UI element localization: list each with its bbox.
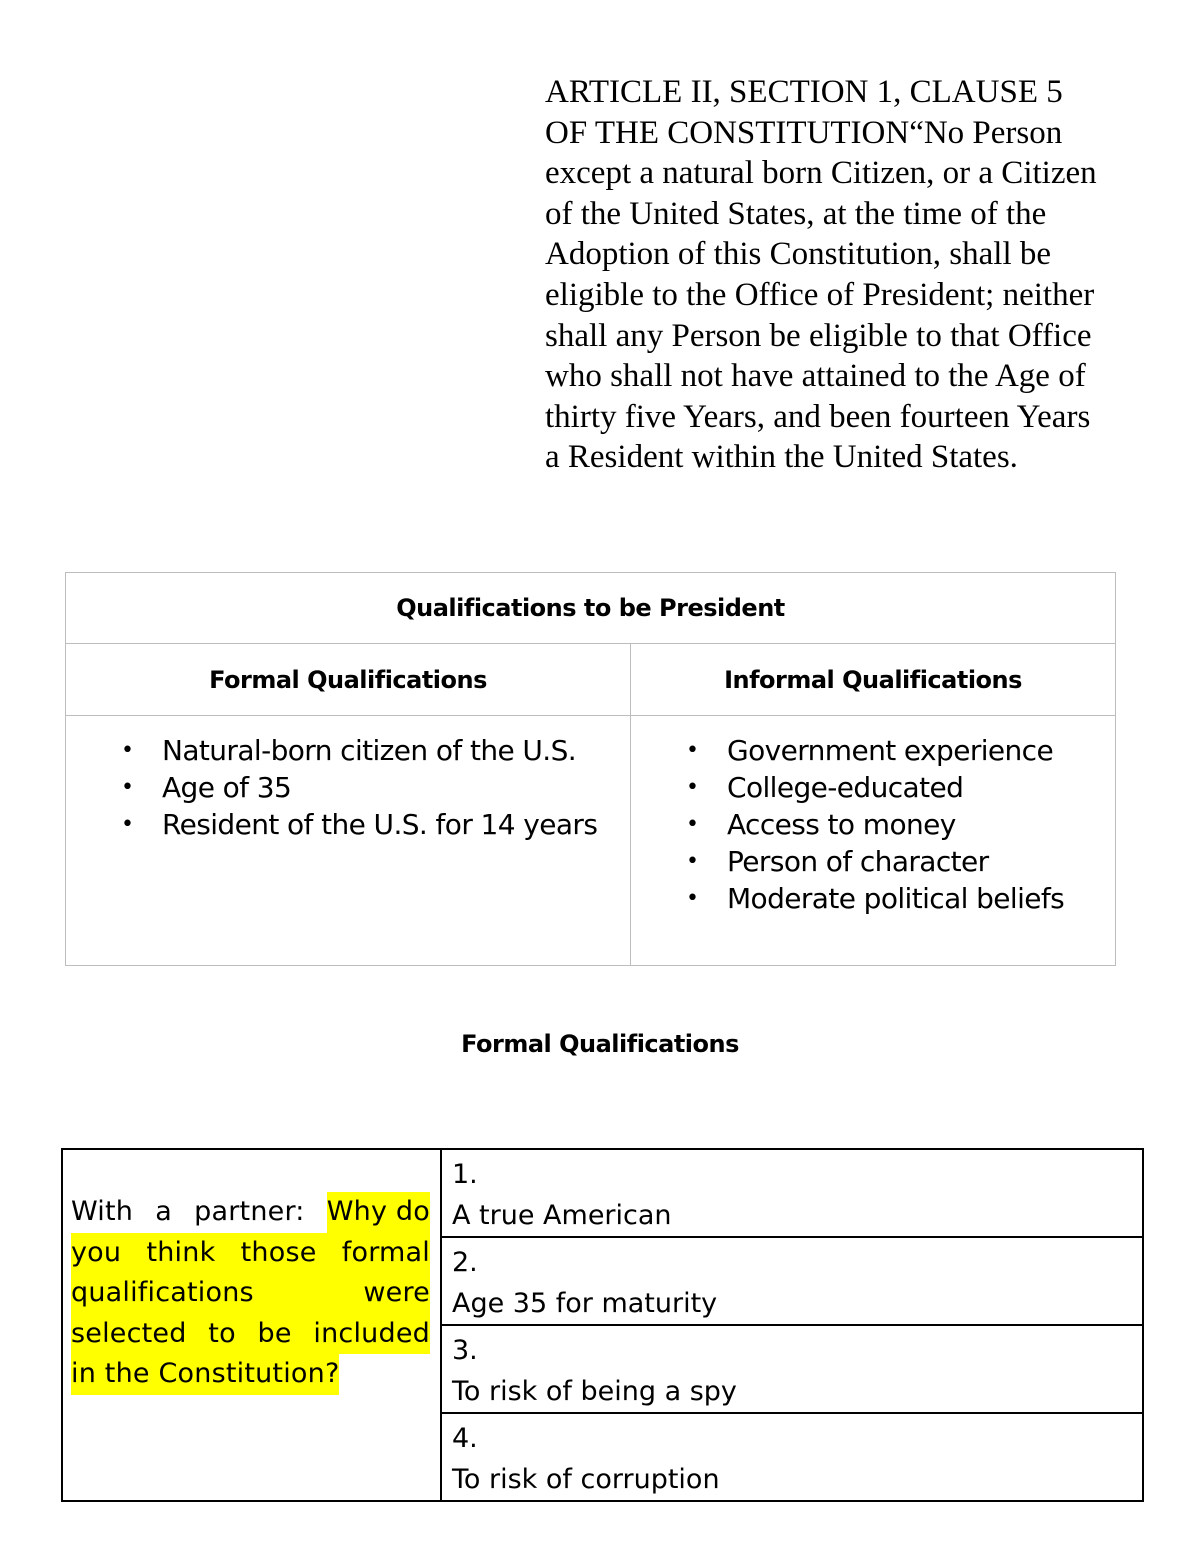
answer-cell bbox=[441, 1413, 1143, 1501]
informal-qualifications-header: Informal Qualifications bbox=[631, 644, 1116, 716]
quote-line: eligible to the Office of President; neither bbox=[545, 276, 1095, 313]
quote-line: except a natural born Citizen, or a Citizen bbox=[545, 155, 1097, 192]
section-heading: Formal Qualifications bbox=[461, 1030, 739, 1058]
highlighted-text: formal bbox=[341, 1236, 430, 1268]
list-item bbox=[686, 843, 1115, 880]
answer-number: 1. bbox=[452, 1159, 478, 1190]
table-title: Qualifications to be President bbox=[66, 573, 1116, 644]
constitution-quote bbox=[545, 72, 1145, 478]
prompt-word: partner: bbox=[194, 1196, 305, 1227]
prompt-line bbox=[71, 1233, 430, 1274]
answer-cell bbox=[441, 1149, 1143, 1237]
highlighted-text: think bbox=[146, 1236, 216, 1268]
list-item-text: Government experience bbox=[727, 734, 1054, 767]
answer-text: To risk of being a spy bbox=[452, 1376, 737, 1407]
highlighted-text: included bbox=[313, 1317, 430, 1349]
highlighted-text: to bbox=[208, 1317, 236, 1349]
list-item-text: Moderate political beliefs bbox=[727, 882, 1065, 915]
formal-qualifications-list bbox=[66, 716, 630, 843]
list-item-text: Natural-born citizen of the U.S. bbox=[162, 734, 577, 767]
prompt-line bbox=[71, 1314, 430, 1355]
list-item-text: Access to money bbox=[727, 808, 956, 841]
prompt-line bbox=[71, 1192, 430, 1233]
highlighted-text: those bbox=[240, 1236, 317, 1268]
prompt-line bbox=[71, 1273, 430, 1314]
bullet-icon: • bbox=[686, 738, 699, 763]
list-item bbox=[686, 880, 1115, 917]
list-item bbox=[686, 732, 1115, 769]
bullet-icon: • bbox=[121, 812, 134, 837]
list-item-text: Age of 35 bbox=[162, 771, 292, 804]
list-item bbox=[686, 769, 1115, 806]
answer-table bbox=[61, 1148, 1144, 1502]
highlighted-text: Why do bbox=[327, 1192, 430, 1233]
answer-text: To risk of corruption bbox=[452, 1464, 720, 1495]
answer-text: A true American bbox=[452, 1200, 672, 1231]
bullet-icon: • bbox=[686, 812, 699, 837]
highlighted-text: were bbox=[363, 1277, 430, 1309]
highlighted-text: be bbox=[257, 1317, 292, 1349]
bullet-icon: • bbox=[121, 775, 134, 800]
formal-qualifications-cell bbox=[66, 716, 631, 966]
answer-text: Age 35 for maturity bbox=[452, 1288, 718, 1319]
quote-line: ARTICLE II, SECTION 1, CLAUSE 5 bbox=[545, 74, 1063, 110]
bullet-icon: • bbox=[686, 849, 699, 874]
highlighted-text: in the Constitution? bbox=[71, 1354, 339, 1395]
quote-line: who shall not have attained to the Age of bbox=[545, 358, 1086, 395]
prompt-line bbox=[71, 1354, 430, 1395]
list-item-text: Person of character bbox=[727, 845, 989, 878]
bullet-icon: • bbox=[121, 738, 134, 763]
list-item-text: College-educated bbox=[727, 771, 964, 804]
quote-line: a Resident within the United States. bbox=[545, 439, 1018, 476]
answer-cell bbox=[441, 1237, 1143, 1325]
answer-number: 2. bbox=[452, 1247, 478, 1278]
informal-qualifications-list bbox=[631, 716, 1115, 917]
formal-qualifications-header: Formal Qualifications bbox=[66, 644, 631, 716]
highlighted-text: qualifications bbox=[71, 1277, 254, 1309]
prompt-word: With bbox=[71, 1196, 134, 1227]
prompt-word: a bbox=[155, 1196, 173, 1227]
discussion-prompt bbox=[62, 1149, 441, 1501]
quote-line: OF THE CONSTITUTION“No Person bbox=[545, 114, 1063, 151]
highlighted-text: you bbox=[71, 1236, 122, 1268]
qualifications-table bbox=[65, 572, 1116, 966]
quote-line: Adoption of this Constitution, shall be bbox=[545, 236, 1052, 273]
highlighted-text: selected bbox=[71, 1317, 187, 1349]
informal-qualifications-cell bbox=[631, 716, 1116, 966]
quote-line: shall any Person be eligible to that Office bbox=[545, 317, 1092, 354]
answer-cell bbox=[441, 1325, 1143, 1413]
answer-number: 4. bbox=[452, 1423, 478, 1454]
quote-line: thirty five Years, and been fourteen Years bbox=[545, 398, 1091, 435]
list-item bbox=[121, 806, 630, 843]
list-item bbox=[686, 806, 1115, 843]
quote-line: of the United States, at the time of the bbox=[545, 195, 1047, 232]
bullet-icon: • bbox=[686, 775, 699, 800]
list-item bbox=[121, 769, 630, 806]
answer-number: 3. bbox=[452, 1335, 478, 1366]
bullet-icon: • bbox=[686, 886, 699, 911]
list-item bbox=[121, 732, 630, 769]
list-item-text: Resident of the U.S. for 14 years bbox=[162, 808, 598, 841]
